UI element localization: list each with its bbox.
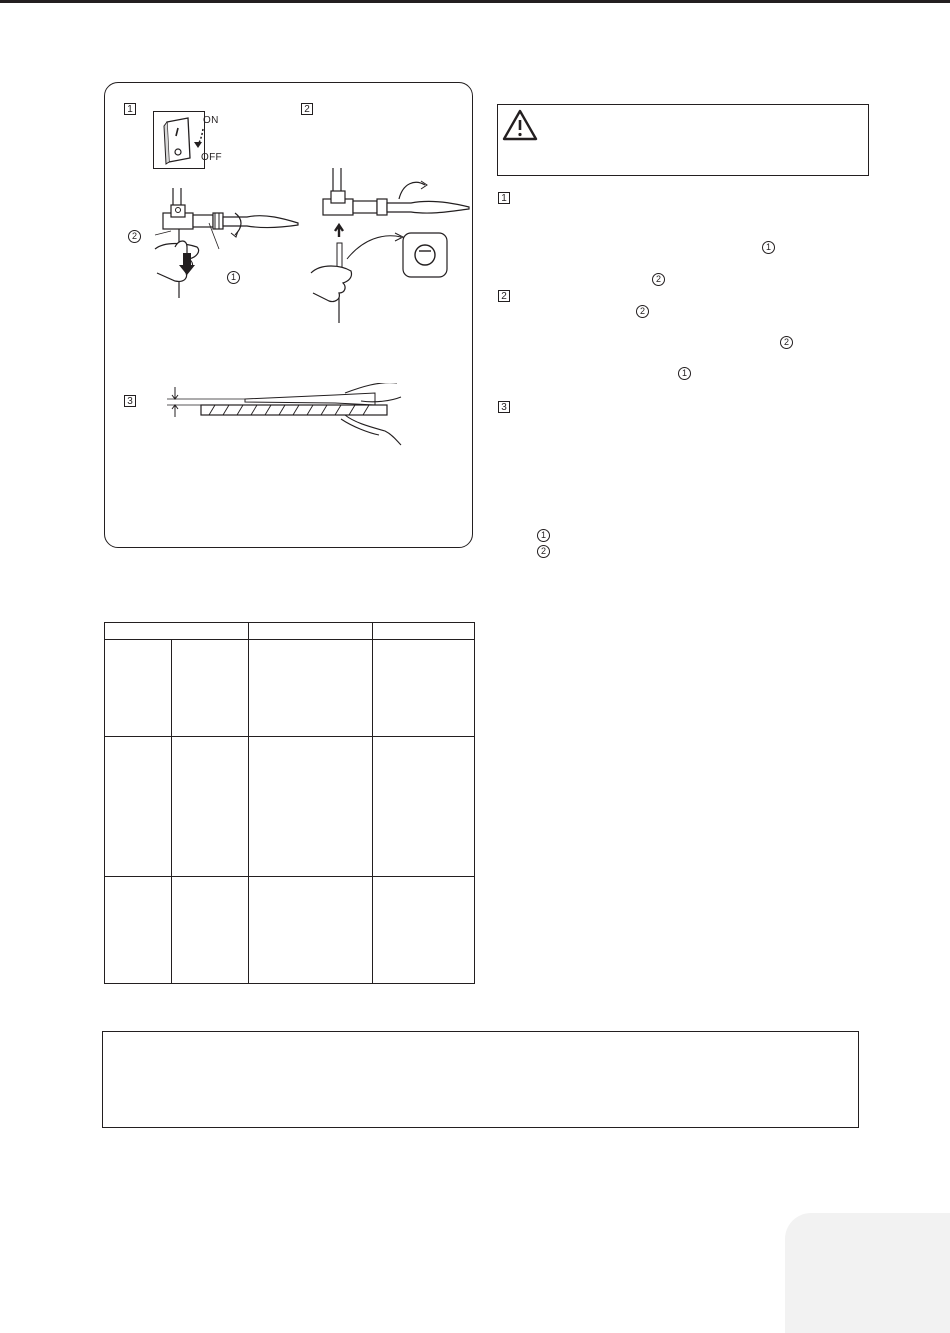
instruction-callout-1b: 1 [678, 367, 691, 380]
figure-panel [104, 82, 473, 548]
instruction-callout-2b: 2 [636, 305, 649, 318]
step-3-box: 3 [124, 395, 136, 407]
step-1-box: 1 [124, 103, 136, 115]
instruction-callout-2: 2 [652, 273, 665, 286]
instruction-step-2: 2 [498, 290, 510, 302]
instruction-step-3: 3 [498, 401, 510, 413]
warning-icon [502, 109, 538, 141]
needle-removal-illustration [135, 183, 300, 318]
table-row-rule [105, 876, 474, 877]
instruction-callout-2c: 2 [780, 336, 793, 349]
note-box [102, 1031, 859, 1128]
callout-2: 2 [128, 230, 141, 243]
callout-1: 1 [227, 271, 240, 284]
needle-chart-table [104, 622, 475, 984]
needle-insertion-illustration [303, 163, 471, 323]
page-tab [785, 1213, 950, 1333]
top-rule [0, 0, 950, 3]
table-col-rule [171, 640, 172, 983]
switch-off-label: OFF [201, 152, 222, 163]
warning-box [497, 104, 869, 176]
table-header-rule [105, 639, 474, 640]
instruction-callout-1: 1 [762, 241, 775, 254]
step-2-box: 2 [301, 103, 313, 115]
table-col-rule [372, 623, 373, 983]
arrow-down-icon [193, 127, 207, 151]
legend-callout-2: 2 [537, 545, 550, 558]
needle-flat-check-illustration [165, 383, 405, 473]
legend-callout-1: 1 [537, 529, 550, 542]
instruction-step-1: 1 [498, 192, 510, 204]
table-row-rule [105, 736, 474, 737]
table-col-rule [248, 623, 249, 983]
switch-on-label: ON [203, 115, 219, 126]
